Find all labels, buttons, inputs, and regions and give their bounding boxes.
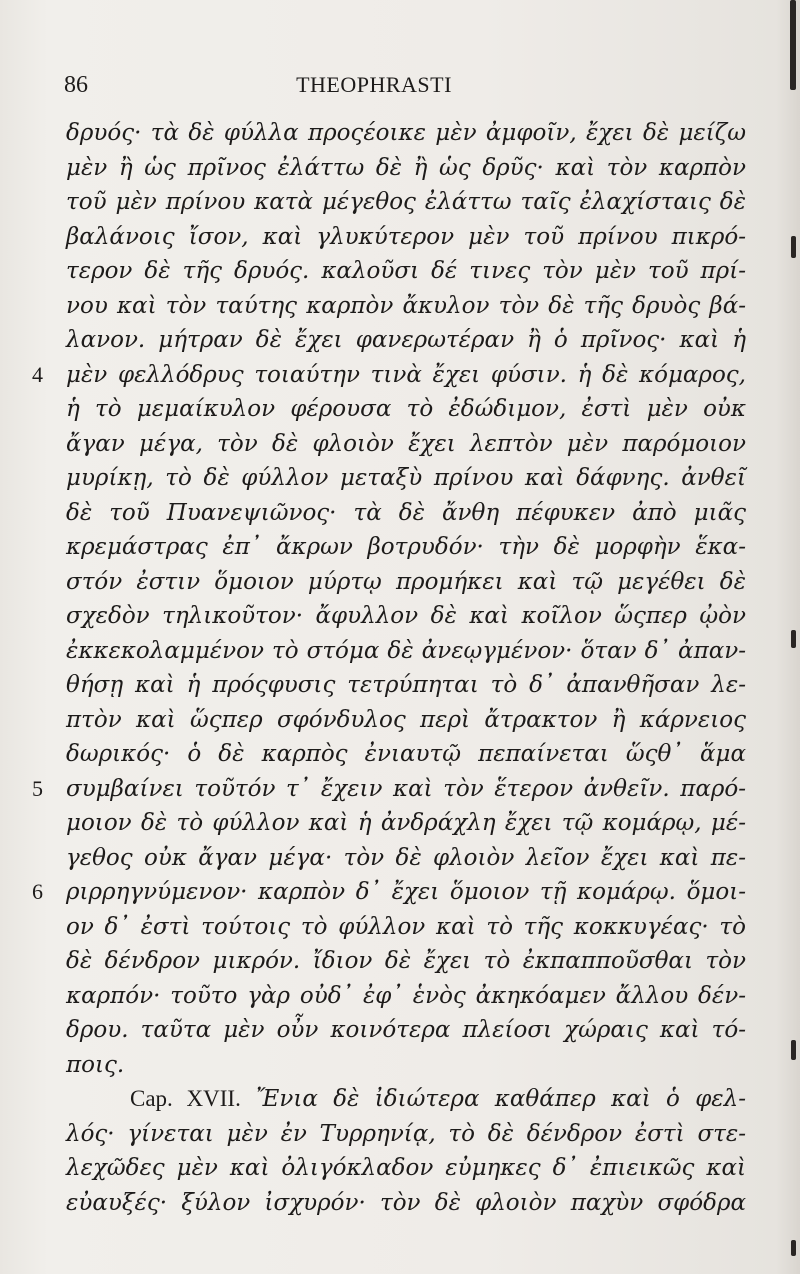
line-text: ον δ᾽ ἐστὶ τούτοις τὸ φύλλον καὶ τὸ τῆς κοκκυγέας· τὸ [66,913,746,940]
text-line [66,1117,746,1152]
text-line [66,496,746,531]
line-text: δωρικός· ὁ δὲ καρπὸς ἐνιαυτῷ πεπαίνεται ὥςθ᾽ ἅμα [66,741,746,767]
line-text: ριρρηγνύμενον· καρπὸν δ᾽ ἔχει ὅμοιον τῇ κομάρῳ. ὅμοι- [66,879,746,905]
text-line [66,668,746,703]
section-number: 4 [32,361,43,387]
line-text: ποις. [66,1051,125,1078]
text-line [66,220,746,255]
text-line [66,530,746,565]
text-line [66,737,746,772]
line-text: τοῦ μὲν πρίνου κατὰ μέγεθος ἐλάττω ταῖς ἐλαχίσταις δὲ [66,189,746,215]
line-text: σχεδὸν τηλικοῦτον· ἄφυλλον δὲ καὶ κοῖλον ὥςπερ ᾠὸν [66,603,746,629]
text-line [66,910,746,945]
text-line [66,1151,746,1186]
line-text: ἐκκεκολαμμένον τὸ στόμα δὲ ἀνεῳγμένον· ὅταν δ᾽ ἀπαν- [66,637,746,664]
text-line [66,461,746,496]
text-line [32,875,746,910]
section-number: 5 [32,775,43,801]
text-line [66,1082,746,1117]
text-line [66,116,746,151]
text-line [66,841,746,876]
text-line [66,323,746,358]
page-edge-mark [791,236,796,258]
text-line [66,185,746,220]
text-line [66,634,746,669]
line-text: δὲ δένδρον μικρόν. ἴδιον δὲ ἔχει τὸ ἐκπαπποῦσθαι τὸν [66,948,746,974]
line-text: λεχῶδες μὲν καὶ ὀλιγόκλαδον εὐμηκες δ᾽ ἐπιεικῶς καὶ [66,1155,746,1181]
text-line [66,289,746,324]
line-text: βαλάνοις ἴσον, καὶ γλυκύτερον μὲν τοῦ πρίνου πικρό- [66,223,746,250]
line-text: λός· γίνεται μὲν ἐν Τυρρηνίᾳ, τὸ δὲ δένδρον ἐστὶ στε- [66,1120,746,1147]
text-line [66,254,746,289]
page-edge-mark [790,0,796,90]
text-line [66,392,746,427]
line-text: μὲν ἢ ὡς πρῖνος ἐλάττω δὲ ἢ ὡς δρῦς· καὶ τὸν καρπὸν [66,154,746,181]
text-line [66,599,746,634]
line-text: κρεμάστρας ἐπ᾽ ἄκρων βοτρυδόν· τὴν δὲ μορφὴν ἕκα- [66,534,746,560]
line-text: δρυός· τὰ δὲ φύλλα προςέοικε μὲν ἀμφοῖν, ἔχει δὲ μείζω [66,120,746,146]
line-text: Ἔνια δὲ ἰδιώτερα καθάπερ καὶ ὁ φελ- [256,1086,746,1112]
text-line [32,772,746,807]
text-line [66,1013,746,1048]
line-text: τερον δὲ τῆς δρυός. καλοῦσι δέ τινες τὸν μὲν τοῦ πρί- [66,258,746,284]
line-text: θήσῃ καὶ ἡ πρόςφυσις τετρύπηται τὸ δ᾽ ἀπανθῆσαν λε- [66,672,746,698]
text-line [66,1186,746,1221]
line-text: ἡ τὸ μεμαίκυλον φέρουσα τὸ ἐδώδιμον, ἐστὶ μὲν οὐκ [66,396,746,422]
page-number: 86 [64,72,88,98]
running-title: THEOPHRASTI [296,72,452,97]
text-line [66,427,746,462]
text-line [66,151,746,186]
text-line [32,358,746,393]
line-text: ἄγαν μέγα, τὸν δὲ φλοιὸν ἔχει λεπτὸν μὲν παρόμοιον [66,430,746,457]
page-header [64,72,684,102]
line-text: συμβαίνει τοῦτόν τ᾽ ἔχειν καὶ τὸν ἕτερον ἀνθεῖν. παρό- [66,775,746,802]
line-text: δὲ τοῦ Πυανεψιῶνος· τὰ δὲ ἄνθη πέφυκεν ἀπὸ μιᾶς [66,499,746,526]
line-text: μοιον δὲ τὸ φύλλον καὶ ἡ ἀνδράχλη ἔχει τῷ κομάρῳ, μέ- [66,810,746,836]
line-text: μὲν φελλόδρυς τοιαύτην τινὰ ἔχει φύσιν. ἡ δὲ κόμαρος, [66,361,746,388]
text-line [66,1048,746,1083]
page-edge-mark [791,630,796,648]
text-line [66,944,746,979]
line-text: πτὸν καὶ ὥςπερ σφόνδυλος περὶ ἄτρακτον ἢ κάρνειος [66,706,746,733]
page-edge-mark [791,1040,796,1060]
text-line [66,703,746,738]
section-number: 6 [32,879,43,904]
line-text: νου καὶ τὸν ταύτης καρπὸν ἄκυλον τὸν δὲ τῆς δρυὸς βά- [66,292,746,319]
line-text: δρου. ταῦτα μὲν οὖν κοινότερα πλείοσι χώραις καὶ τό- [66,1017,746,1043]
text-line [66,979,746,1014]
line-text: γεθος οὐκ ἄγαν μέγα· τὸν δὲ φλοιὸν λεῖον ἔχει καὶ πε- [66,844,746,871]
line-text: λανον. μήτραν δὲ ἔχει φανερωτέραν ἢ ὁ πρῖνος· καὶ ἡ [66,327,746,353]
line-text: καρπόν· τοῦτο γὰρ οὐδ᾽ ἐφ᾽ ἑνὸς ἀκηκόαμεν ἄλλου δέν- [66,982,746,1009]
body-text [32,116,746,1220]
line-text: μυρίκῃ, τὸ δὲ φύλλον μεταξὺ πρίνου καὶ δάφνης. ἀνθεῖ [66,465,746,491]
text-line [66,565,746,600]
page-edge-mark [791,1240,796,1256]
line-text: στόν ἐστιν ὅμοιον μύρτῳ προμήκει καὶ τῷ μεγέθει δὲ [66,568,746,595]
text-line [66,806,746,841]
line-text: εὐαυξές· ξύλον ἰσχυρόν· τὸν δὲ φλοιὸν παχὺν σφόδρα [66,1189,746,1216]
chapter-label: Cap. XVII. [130,1086,241,1111]
